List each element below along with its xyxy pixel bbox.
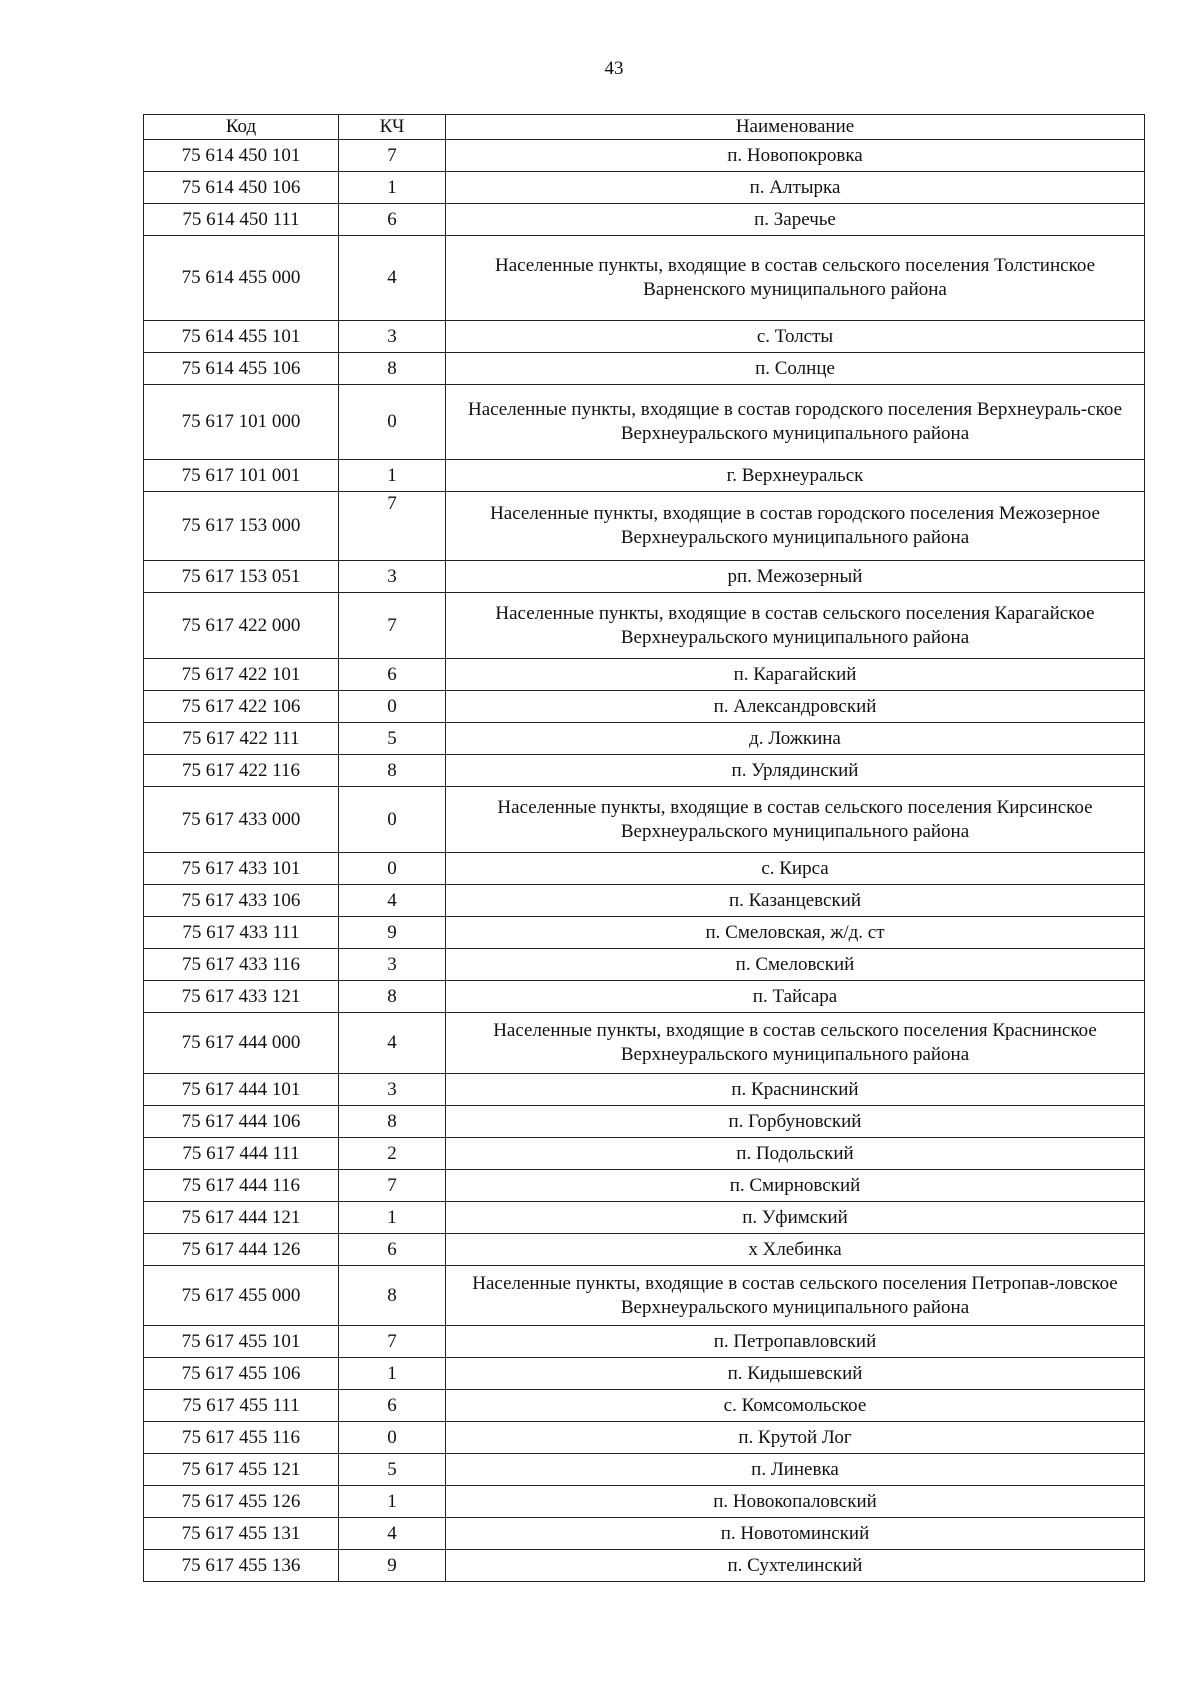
name-cell: Населенные пункты, входящие в состав сельского поселения Петропав-ловское Верхнеуральского муниципального района xyxy=(446,1266,1145,1326)
kch-cell: 7 xyxy=(339,593,446,659)
kch-cell: 7 xyxy=(339,1326,446,1358)
code-cell: 75 617 153 000 xyxy=(144,492,339,561)
name-cell: п. Краснинский xyxy=(446,1074,1145,1106)
kch-cell: 7 xyxy=(339,140,446,172)
name-cell: Населенные пункты, входящие в состав сельского поселения Краснинское Верхнеуральского муниципального района xyxy=(446,1013,1145,1074)
code-cell: 75 614 450 111 xyxy=(144,204,339,236)
kch-cell: 7 xyxy=(339,492,446,561)
name-cell: с. Комсомольское xyxy=(446,1390,1145,1422)
code-cell: 75 617 153 051 xyxy=(144,561,339,593)
kch-cell: 8 xyxy=(339,1106,446,1138)
kch-cell: 1 xyxy=(339,1358,446,1390)
name-cell: п. Смеловский xyxy=(446,949,1145,981)
table-row xyxy=(144,1454,1145,1486)
table-row xyxy=(144,172,1145,204)
table-row xyxy=(144,204,1145,236)
name-cell: с. Толсты xyxy=(446,321,1145,353)
code-cell: 75 617 101 001 xyxy=(144,460,339,492)
table-row xyxy=(144,917,1145,949)
code-cell: 75 617 433 111 xyxy=(144,917,339,949)
name-cell: д. Ложкина xyxy=(446,723,1145,755)
table-row xyxy=(144,1422,1145,1454)
table-row xyxy=(144,492,1145,561)
table-row xyxy=(144,787,1145,853)
table-row xyxy=(144,1390,1145,1422)
table-row xyxy=(144,561,1145,593)
table-row xyxy=(144,1138,1145,1170)
code-cell: 75 617 422 000 xyxy=(144,593,339,659)
code-cell: 75 617 444 000 xyxy=(144,1013,339,1074)
kch-cell: 6 xyxy=(339,1234,446,1266)
kch-cell: 3 xyxy=(339,321,446,353)
name-cell: п. Смирновский xyxy=(446,1170,1145,1202)
name-cell: х Хлебинка xyxy=(446,1234,1145,1266)
code-cell: 75 617 455 121 xyxy=(144,1454,339,1486)
code-cell: 75 617 455 106 xyxy=(144,1358,339,1390)
kch-cell: 8 xyxy=(339,755,446,787)
kch-cell: 9 xyxy=(339,1550,446,1582)
code-cell: 75 617 455 116 xyxy=(144,1422,339,1454)
code-cell: 75 617 433 101 xyxy=(144,853,339,885)
name-cell: п. Горбуновский xyxy=(446,1106,1145,1138)
code-cell: 75 617 455 126 xyxy=(144,1486,339,1518)
table-row xyxy=(144,140,1145,172)
code-cell: 75 617 455 136 xyxy=(144,1550,339,1582)
code-cell: 75 614 450 106 xyxy=(144,172,339,204)
kch-cell: 9 xyxy=(339,917,446,949)
table-row xyxy=(144,755,1145,787)
code-cell: 75 617 422 101 xyxy=(144,659,339,691)
code-cell: 75 617 444 126 xyxy=(144,1234,339,1266)
kch-cell: 0 xyxy=(339,787,446,853)
kch-cell: 5 xyxy=(339,723,446,755)
kch-cell: 4 xyxy=(339,236,446,321)
kch-cell: 3 xyxy=(339,949,446,981)
kch-cell: 0 xyxy=(339,1422,446,1454)
table-row xyxy=(144,1486,1145,1518)
kch-cell: 1 xyxy=(339,460,446,492)
name-cell: Населенные пункты, входящие в состав городского поселения Верхнеураль-ское Верхнеуральского муниципального района xyxy=(446,385,1145,460)
name-cell: п. Новотоминский xyxy=(446,1518,1145,1550)
code-cell: 75 617 444 106 xyxy=(144,1106,339,1138)
table-header-row xyxy=(144,115,1145,140)
kch-cell: 8 xyxy=(339,1266,446,1326)
table-row xyxy=(144,1234,1145,1266)
table-row xyxy=(144,236,1145,321)
name-cell: Населенные пункты, входящие в состав сельского поселения Кирсинское Верхнеуральского муниципального района xyxy=(446,787,1145,853)
table-row xyxy=(144,385,1145,460)
name-cell: Населенные пункты, входящие в состав сельского поселения Карагайское Верхнеуральского муниципального района xyxy=(446,593,1145,659)
column-header-name: Наименование xyxy=(446,115,1145,140)
kch-cell: 6 xyxy=(339,204,446,236)
kch-cell: 4 xyxy=(339,885,446,917)
code-cell: 75 617 433 121 xyxy=(144,981,339,1013)
name-cell: п. Кидышевский xyxy=(446,1358,1145,1390)
code-cell: 75 617 455 101 xyxy=(144,1326,339,1358)
name-cell: п. Подольский xyxy=(446,1138,1145,1170)
code-cell: 75 617 455 131 xyxy=(144,1518,339,1550)
column-header-code: Код xyxy=(144,115,339,140)
code-cell: 75 617 444 111 xyxy=(144,1138,339,1170)
name-cell: п. Линевка xyxy=(446,1454,1145,1486)
name-cell: п. Солнце xyxy=(446,353,1145,385)
code-cell: 75 617 444 121 xyxy=(144,1202,339,1234)
code-cell: 75 617 455 111 xyxy=(144,1390,339,1422)
code-cell: 75 614 455 106 xyxy=(144,353,339,385)
kch-cell: 8 xyxy=(339,353,446,385)
table-row xyxy=(144,1106,1145,1138)
name-cell: п. Карагайский xyxy=(446,659,1145,691)
kch-cell: 1 xyxy=(339,1486,446,1518)
kch-cell: 5 xyxy=(339,1454,446,1486)
code-cell: 75 617 444 101 xyxy=(144,1074,339,1106)
name-cell: п. Александровский xyxy=(446,691,1145,723)
column-header-kch: КЧ xyxy=(339,115,446,140)
table-row xyxy=(144,353,1145,385)
table-row xyxy=(144,460,1145,492)
code-cell: 75 617 433 000 xyxy=(144,787,339,853)
name-cell: Населенные пункты, входящие в состав городского поселения Межозерное Верхнеуральского муниципального района xyxy=(446,492,1145,561)
kch-cell: 2 xyxy=(339,1138,446,1170)
kch-cell: 4 xyxy=(339,1518,446,1550)
table-row xyxy=(144,691,1145,723)
name-cell: с. Кирса xyxy=(446,853,1145,885)
kch-cell: 4 xyxy=(339,1013,446,1074)
name-cell: п. Петропавловский xyxy=(446,1326,1145,1358)
kch-cell: 0 xyxy=(339,691,446,723)
kch-cell: 1 xyxy=(339,1202,446,1234)
table-row xyxy=(144,1550,1145,1582)
page-number: 43 xyxy=(604,58,624,79)
name-cell: п. Новопокровка xyxy=(446,140,1145,172)
kch-cell: 8 xyxy=(339,981,446,1013)
table-row xyxy=(144,1202,1145,1234)
table-row xyxy=(144,885,1145,917)
code-cell: 75 617 101 000 xyxy=(144,385,339,460)
table-row xyxy=(144,1074,1145,1106)
code-cell: 75 614 450 101 xyxy=(144,140,339,172)
table-row xyxy=(144,659,1145,691)
code-cell: 75 617 433 106 xyxy=(144,885,339,917)
table-row xyxy=(144,1518,1145,1550)
table-row xyxy=(144,1326,1145,1358)
kch-cell: 1 xyxy=(339,172,446,204)
table-row xyxy=(144,853,1145,885)
table-row xyxy=(144,1266,1145,1326)
code-cell: 75 617 433 116 xyxy=(144,949,339,981)
table-row xyxy=(144,321,1145,353)
settlement-codes-table xyxy=(143,114,1145,1582)
name-cell: п. Крутой Лог xyxy=(446,1422,1145,1454)
name-cell: рп. Межозерный xyxy=(446,561,1145,593)
code-cell: 75 614 455 000 xyxy=(144,236,339,321)
name-cell: п. Уфимский xyxy=(446,1202,1145,1234)
code-cell: 75 617 455 000 xyxy=(144,1266,339,1326)
kch-cell: 3 xyxy=(339,561,446,593)
name-cell: п. Сухтелинский xyxy=(446,1550,1145,1582)
name-cell: Населенные пункты, входящие в состав сельского поселения Толстинское Варненского муниципального района xyxy=(446,236,1145,321)
name-cell: г. Верхнеуральск xyxy=(446,460,1145,492)
code-cell: 75 617 422 111 xyxy=(144,723,339,755)
table-row xyxy=(144,1013,1145,1074)
table-row xyxy=(144,1170,1145,1202)
table-row xyxy=(144,723,1145,755)
kch-cell: 6 xyxy=(339,1390,446,1422)
name-cell: п. Смеловская, ж/д. ст xyxy=(446,917,1145,949)
code-cell: 75 614 455 101 xyxy=(144,321,339,353)
table-row xyxy=(144,593,1145,659)
table-row xyxy=(144,981,1145,1013)
kch-cell: 7 xyxy=(339,1170,446,1202)
code-cell: 75 617 422 106 xyxy=(144,691,339,723)
kch-cell: 6 xyxy=(339,659,446,691)
kch-cell: 3 xyxy=(339,1074,446,1106)
name-cell: п. Урлядинский xyxy=(446,755,1145,787)
name-cell: п. Тайсара xyxy=(446,981,1145,1013)
kch-cell: 0 xyxy=(339,385,446,460)
kch-cell: 0 xyxy=(339,853,446,885)
code-cell: 75 617 444 116 xyxy=(144,1170,339,1202)
name-cell: п. Заречье xyxy=(446,204,1145,236)
name-cell: п. Казанцевский xyxy=(446,885,1145,917)
name-cell: п. Алтырка xyxy=(446,172,1145,204)
table-row xyxy=(144,1358,1145,1390)
code-cell: 75 617 422 116 xyxy=(144,755,339,787)
table-row xyxy=(144,949,1145,981)
name-cell: п. Новокопаловский xyxy=(446,1486,1145,1518)
